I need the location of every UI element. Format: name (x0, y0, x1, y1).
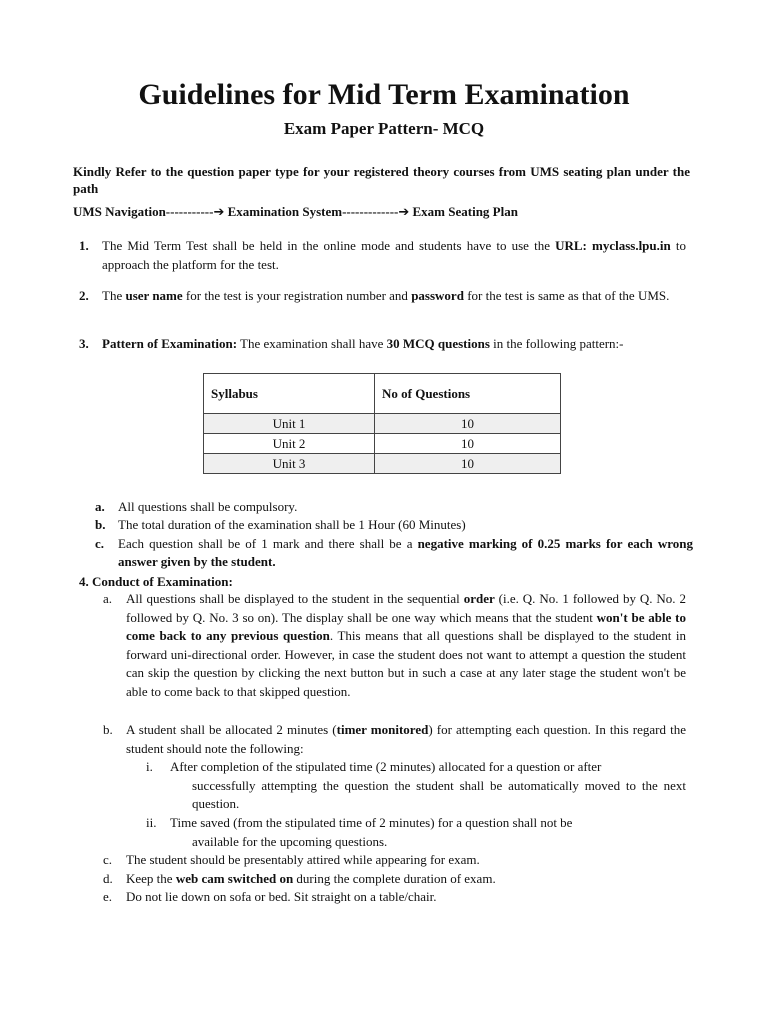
roman-text: After completion of the stipulated time (2 minutes) allocated for a question or after (170, 759, 602, 774)
roman-label: ii. (146, 815, 157, 830)
sub-label: b. (103, 722, 113, 737)
item-text: for the test is same as that of the UMS. (463, 288, 670, 303)
list-item-1 (79, 236, 686, 274)
roman-text-continued: available for the upcoming questions. (192, 833, 388, 849)
roman-item-i (146, 758, 686, 814)
sub-label: c. (103, 852, 113, 867)
arrow-icon: ➔ (398, 205, 410, 220)
item-text: during the complete duration of exam. (293, 871, 496, 886)
sub-label: d. (103, 871, 113, 886)
table-cell: 10 (375, 414, 561, 434)
bold-text: timer monitored (336, 722, 429, 737)
nav-part-exam-system: Examination System------------- (224, 204, 399, 219)
roman-text-continued: successfully attempting the question the student shall be automatically moved to the next question. (192, 777, 686, 811)
bold-text: order (463, 591, 495, 606)
nav-part-ums: UMS Navigation----------- (73, 204, 214, 219)
table-row (204, 414, 561, 434)
sub-label: b. (95, 517, 106, 532)
sub-text: Each question shall be of 1 mark and there shall be a (118, 536, 418, 551)
item-text: . This means that all questions shall be displayed to the student in forward uni-directional order. However, in case the student does not want to attempt a question the student can skip the question by clicking the next button but in such a case at any later stage the student won't be able to come back to that skipped question. (126, 628, 686, 699)
sub-label: c. (95, 536, 105, 551)
item-text: Do not lie down on sofa or bed. Sit straight on a table/chair. (126, 889, 437, 904)
nav-part-seating-plan: Exam Seating Plan (409, 204, 518, 219)
document-title: Guidelines for Mid Term Examination (138, 78, 630, 111)
roman-item-ii (146, 814, 686, 851)
list-number: 3. (79, 336, 89, 351)
sub-item-a (95, 498, 693, 516)
sub-text: The total duration of the examination shall be 1 Hour (60 Minutes) (118, 517, 466, 532)
conduct-item-b (103, 721, 686, 758)
bold-text: Pattern of Examination: (102, 336, 238, 351)
table-row (204, 454, 561, 474)
roman-label: i. (146, 759, 153, 774)
navigation-path (73, 203, 690, 221)
arrow-icon: ➔ (213, 205, 225, 220)
conduct-item-d (103, 870, 686, 889)
sub-label: e. (103, 889, 113, 904)
bold-text: user name (125, 288, 183, 303)
item-text: in the following pattern:- (489, 336, 624, 351)
syllabus-table (203, 373, 561, 474)
conduct-item-e (103, 888, 686, 907)
list-number: 1. (79, 238, 89, 253)
sub-item-b (95, 516, 693, 534)
bold-text: won't be able to come back to any previous question (126, 609, 686, 643)
table-cell: 10 (375, 434, 561, 454)
sub-label: a. (95, 499, 105, 514)
conduct-item-a (103, 590, 686, 701)
bold-text: password (411, 288, 464, 303)
item-text: Keep the (126, 871, 176, 886)
url-text: URL: myclass.lpu.in (555, 238, 671, 253)
item-text: A student shall be allocated 2 minutes ( (126, 722, 337, 737)
table-header-row (204, 374, 561, 414)
bold-text: negative marking of 0.25 marks for each wrong answer given by the student. (118, 536, 693, 569)
table-cell: Unit 2 (204, 434, 375, 454)
sub-text: All questions shall be compulsory. (118, 499, 298, 514)
table-header-cell: Syllabus (204, 374, 375, 414)
item-text: The examination shall have (237, 336, 387, 351)
document-subtitle: Exam Paper Pattern- MCQ (283, 119, 485, 138)
item-text: (i.e. Q. No. 1 followed by Q. No. 2 followed by Q. No. 3 so on). The display shall be one way which means that the student (126, 591, 686, 625)
sub-label: a. (103, 591, 113, 606)
item-text: All questions shall be displayed to the student in the sequential (126, 591, 464, 606)
table-cell: Unit 1 (204, 414, 375, 434)
item-text: The student should be presentably attired while appearing for exam. (126, 852, 480, 867)
item-text: The Mid Term Test shall be held in the online mode and students have to use the (102, 238, 556, 253)
table-cell: 10 (375, 454, 561, 474)
item-text: The (102, 288, 126, 303)
sub-item-c (95, 535, 693, 571)
table-header-cell: No of Questions (375, 374, 561, 414)
conduct-item-c (103, 851, 686, 870)
roman-text: Time saved (from the stipulated time of 2 minutes) for a question shall not be (170, 815, 573, 830)
section-conduct-title: 4. Conduct of Examination: (79, 574, 233, 589)
item-text: ) for attempting each question. In this regard the student should note the following: (126, 722, 686, 756)
bold-text: 30 MCQ questions (386, 336, 490, 351)
bold-text: web cam switched on (175, 871, 294, 886)
table-row (204, 434, 561, 454)
item-text: to approach the platform for the test. (102, 238, 686, 272)
intro-paragraph: Kindly Refer to the question paper type for your registered theory courses from UMS seating plan under the path (73, 164, 690, 196)
list-item-2 (79, 286, 686, 305)
table-cell: Unit 3 (204, 454, 375, 474)
list-number: 2. (79, 288, 89, 303)
item-text: for the test is your registration number and (182, 288, 412, 303)
list-item-3 (79, 334, 686, 353)
